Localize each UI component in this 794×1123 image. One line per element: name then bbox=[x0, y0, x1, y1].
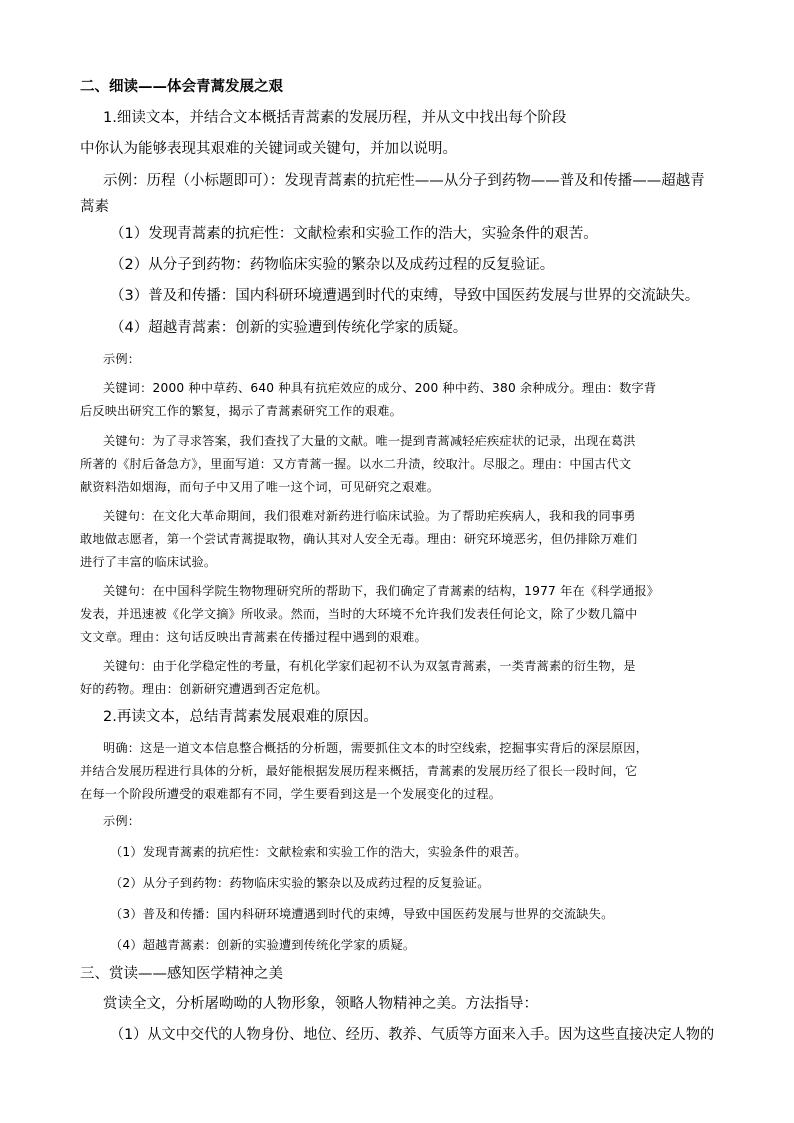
stage-item: （4）超越青蒿素：创新的实验遭到传统化学家的质疑。 bbox=[110, 938, 416, 952]
key-phrase-line: 发表，并迅速被《化学文摘》所收录。然而，当时的大环境不允许我们发表任何论文，除了少数几篇中 bbox=[80, 607, 638, 621]
key-phrase-line: 关键句：在文化大革命期间，我们很难对新药进行临床试验。为了帮助疟疾病人，我和我的同事勇 bbox=[103, 509, 636, 523]
key-phrase-line: 献资料浩如烟海，而句子中又用了唯一这个词，可见研究之艰难。 bbox=[80, 480, 440, 494]
key-phrase-line: 关键句：由于化学稳定性的考量，有机化学家们起初不认为双氢青蒿素，一类青蒿素的衍生物，是 bbox=[103, 659, 636, 673]
section-3-item-1: （1）从文中交代的人物身份、地位、经历、教养、气质等方面来入手。因为这些直接决定人物的 bbox=[110, 1027, 715, 1043]
example-label: 示例： bbox=[103, 352, 141, 366]
stage-item: （3）普及和传播：国内科研环境遭遇到时代的束缚，导致中国医药发展与世界的交流缺失。 bbox=[110, 907, 614, 921]
answer-line: 在每一个阶段所遭受的艰难都有不同，学生要看到这是一个发展变化的过程。 bbox=[80, 787, 502, 801]
example-label: 示例： bbox=[103, 814, 141, 828]
stage-item: （2）从分子到药物：药物临床实验的繁杂以及成药过程的反复验证。 bbox=[110, 876, 490, 890]
question-1-line-1: 1.细读文本，并结合文本概括青蒿素的发展历程，并从文中找出每个阶段 bbox=[103, 110, 567, 126]
key-phrase-line: 文文章。理由：这句话反映出青蒿素在传播过程中遇到的艰难。 bbox=[80, 630, 427, 644]
stage-item: （2）从分子到药物：药物临床实验的繁杂以及成药过程的反复验证。 bbox=[110, 257, 555, 273]
key-phrase-line: 好的药物。理由：创新研究遭遇到否定危机。 bbox=[80, 682, 328, 696]
stage-item: （4）超越青蒿素：创新的实验遭到传统化学家的质疑。 bbox=[110, 320, 468, 336]
stage-item: （1）发现青蒿素的抗疟性：文献检索和实验工作的浩大，实验条件的艰苦。 bbox=[110, 845, 527, 859]
example-line-1: 示例：历程（小标题即可）：发现青蒿素的抗疟性——从分子到药物——普及和传播——超越青 bbox=[103, 173, 705, 189]
key-phrase-line: 关键词：2000 种中草药、640 种具有抗疟效应的成分、200 种中药、380 余种成分。理由：数字背 bbox=[103, 381, 657, 395]
section-heading-3: 三、赏读——感知医学精神之美 bbox=[80, 966, 283, 982]
key-phrase-line: 关键句：为了寻求答案，我们查找了大量的文献。唯一提到青蒿减轻疟疾症状的记录，出现在葛洪 bbox=[103, 434, 636, 448]
section-3-intro: 赏读全文，分析屠呦呦的人物形象，领略人物精神之美。方法指导： bbox=[103, 996, 538, 1012]
key-phrase-line: 关键句：在中国科学院生物物理研究所的帮助下，我们确定了青蒿素的结构，1977 年在《科学通报》 bbox=[103, 584, 660, 598]
section-heading-2: 二、细读——体会青蒿发展之艰 bbox=[80, 79, 283, 95]
answer-line: 并结合发展历程进行具体的分析，最好能根据发展历程来概括，青蒿素的发展历经了很长一段时间，它 bbox=[80, 764, 638, 778]
question-1-line-2: 中你认为能够表现其艰难的关键词或关键句，并加以说明。 bbox=[80, 141, 457, 157]
stage-item: （3）普及和传播：国内科研环境遭遇到时代的束缚，导致中国医药发展与世界的交流缺失。 bbox=[110, 288, 700, 304]
key-phrase-line: 进行了丰富的临床试验。 bbox=[80, 555, 217, 569]
example-line-2: 蒿素 bbox=[80, 199, 109, 215]
question-2: 2.再读文本，总结青蒿素发展艰难的原因。 bbox=[103, 709, 378, 725]
answer-line: 明确：这是一道文本信息整合概括的分析题，需要抓住文本的时空线索，挖掘事实背后的深层原因， bbox=[103, 741, 649, 755]
key-phrase-line: 所著的《肘后备急方》，里面写道：又方青蒿一握。以水二升渍，绞取汁。尽服之。理由：中国古代文 bbox=[80, 457, 632, 471]
key-phrase-line: 敢地做志愿者，第一个尝试青蒿提取物，确认其对人安全无毒。理由：研究环境恶劣，但仍排除万难们 bbox=[80, 532, 638, 546]
key-phrase-line: 后反映出研究工作的繁复，揭示了青蒿素研究工作的艰难。 bbox=[80, 404, 403, 418]
stage-item: （1）发现青蒿素的抗疟性：文献检索和实验工作的浩大，实验条件的艰苦。 bbox=[110, 226, 598, 242]
